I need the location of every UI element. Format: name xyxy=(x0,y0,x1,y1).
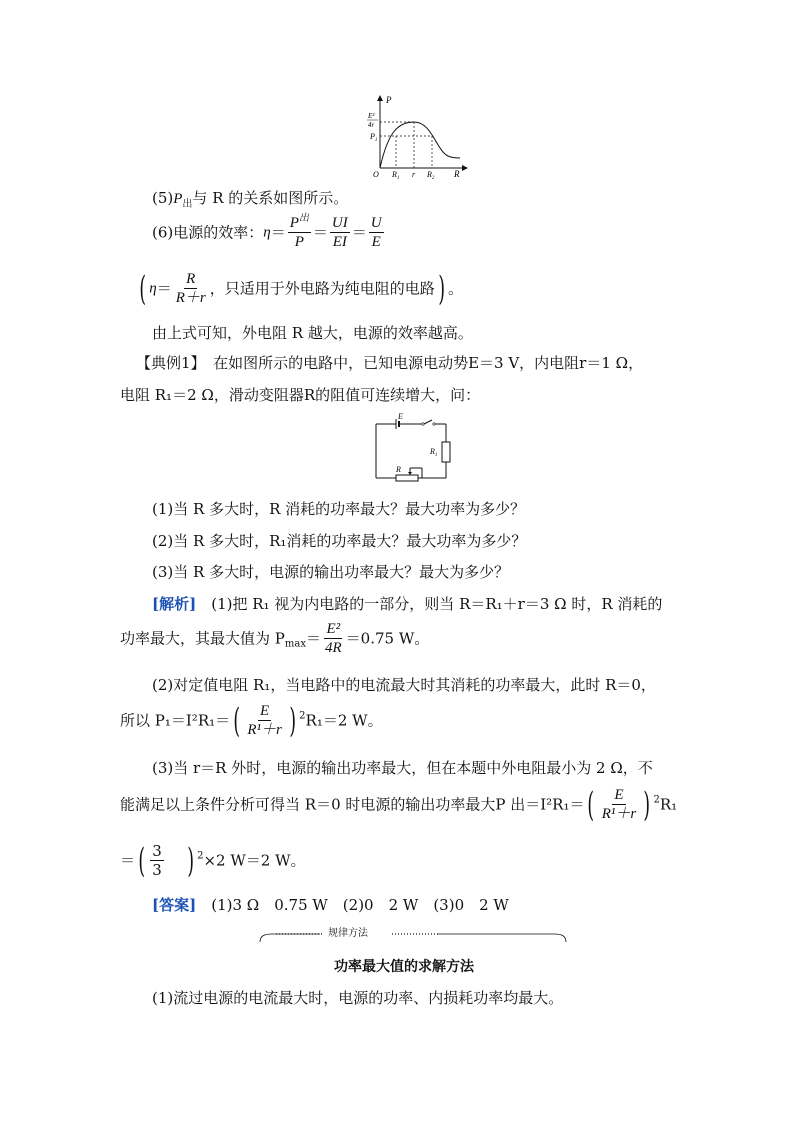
efficiency-note: ( η＝ $\frac{R}{R+r}$ ，只适用于外电路为纯电阻的电路) 。 xyxy=(139,268,464,309)
efficiency-frac-3: $\frac{U}{E}$ xyxy=(370,215,382,250)
graph-tick-r1: $R_1$ xyxy=(392,170,400,181)
efficiency-frac-2: $\frac{UI}{EI}$ xyxy=(331,215,348,250)
p1-frac: $\frac{E}{\text{R¹＋r}}$ xyxy=(247,703,282,738)
power-resistance-graph xyxy=(362,92,472,181)
circuit-r-label: R xyxy=(396,465,401,474)
example-line-2: 电阻 R₁＝2 Ω，滑动变阻器R的阻值可连续增大，问： xyxy=(120,386,481,404)
answer-tag: [答案] xyxy=(152,896,197,914)
question-1: (1)当 R 多大时，R 消耗的功率最大？最大功率为多少？ xyxy=(152,500,526,518)
circuit-e-label: E xyxy=(398,412,403,421)
analysis-p2-line2: 所以 P₁＝I²R₁＝( $\frac{E}{\text{R¹＋r}}$ ) $^2$R₁＝2 W。 xyxy=(120,700,383,741)
graph-ymax-den: 4r xyxy=(368,121,375,129)
item-5: $(5)P_出$与 R 的关系如图所示。 xyxy=(152,189,349,210)
question-3: (3)当 R 多大时，电源的输出功率最大？最大为多少？ xyxy=(152,563,510,581)
pmax-frac: $\frac{\text{E²}}{4R}$ xyxy=(324,621,342,656)
answer-line: [答案] (1)3 Ω 0.75 W (2)0 2 W (3)0 2 W xyxy=(152,896,509,914)
graph-ymax-num: E² xyxy=(368,112,375,120)
note-frac: $\frac{R}{R+r}$ xyxy=(175,271,206,306)
analysis-p1-line1: [解析] (1)把 R₁ 视为内电路的一部分，则当 R＝R₁＋r＝3 Ω 时，R 消耗的 xyxy=(152,595,663,613)
conclusion-text: 由上式可知，外电阻 R 越大，电源的效率越高。 xyxy=(152,324,473,342)
graph-tick-r2: $R_2$ xyxy=(427,170,435,181)
graph-x-label: R xyxy=(454,169,460,179)
graph-origin: O xyxy=(373,170,379,179)
pout-frac: $\frac{E}{\text{R¹＋r}}$ xyxy=(601,787,637,822)
circuit-r1-label: $R_1$ xyxy=(430,447,438,458)
method-banner-rule xyxy=(258,926,568,948)
analysis-p3-line1: (3)当 r＝R 外时，电源的输出功率最大，但在本题中外电阻最小为 2 Ω，不 xyxy=(152,759,653,777)
graph-p1-label: $P_1$ xyxy=(370,132,378,143)
circuit-diagram xyxy=(368,412,460,484)
item-6-efficiency: (6)电源的效率：η＝ $\frac{P^出}{P}$ ＝ $\frac{UI}{EI}$ ＝ $\frac{U}{E}$ xyxy=(152,213,382,250)
analysis-p2-line1: (2)对定值电阻 R₁，当电路中的电流最大时其消耗的功率最大，此时 R＝0， xyxy=(152,676,656,694)
graph-tick-r: r xyxy=(412,170,416,179)
analysis-p3-line3: ＝( $\frac{3}{3}$ ) $^2$×2 W＝2 W。 xyxy=(120,840,306,881)
analysis-p1-line2: 功率最大，其最大值为 $P_{max}=$ $\frac{\text{E²}}{4R}$ ＝0.75 W。 xyxy=(120,621,430,656)
result-frac: $\frac{3}{3}$ xyxy=(152,842,162,879)
efficiency-frac-1: $\frac{P^出}{P}$ xyxy=(289,213,309,250)
method-banner: 规律方法 xyxy=(328,928,368,939)
analysis-tag: [解析] xyxy=(152,595,197,613)
method-item-1: (1)流过电源的电流最大时，电源的功率、内损耗功率均最大。 xyxy=(152,989,564,1007)
graph-y-label: P xyxy=(386,95,392,105)
question-2: (2)当 R 多大时，R₁消耗的功率最大？最大功率为多少？ xyxy=(152,532,527,550)
method-title: 功率最大值的求解方法 xyxy=(334,959,474,975)
example-line-1: 【典例1】 在如图所示的电路中，已知电源电动势E＝3 V，内电阻r＝1 Ω， xyxy=(136,354,644,372)
example-tag: 【典例1】 xyxy=(136,354,199,372)
analysis-p3-line2: 能满足以上条件分析可得当 R＝0 时电源的输出功率最大P 出＝I²R₁＝( $\frac{E}{\text{R¹＋r}}$ ) $^2$R₁ xyxy=(120,784,678,825)
